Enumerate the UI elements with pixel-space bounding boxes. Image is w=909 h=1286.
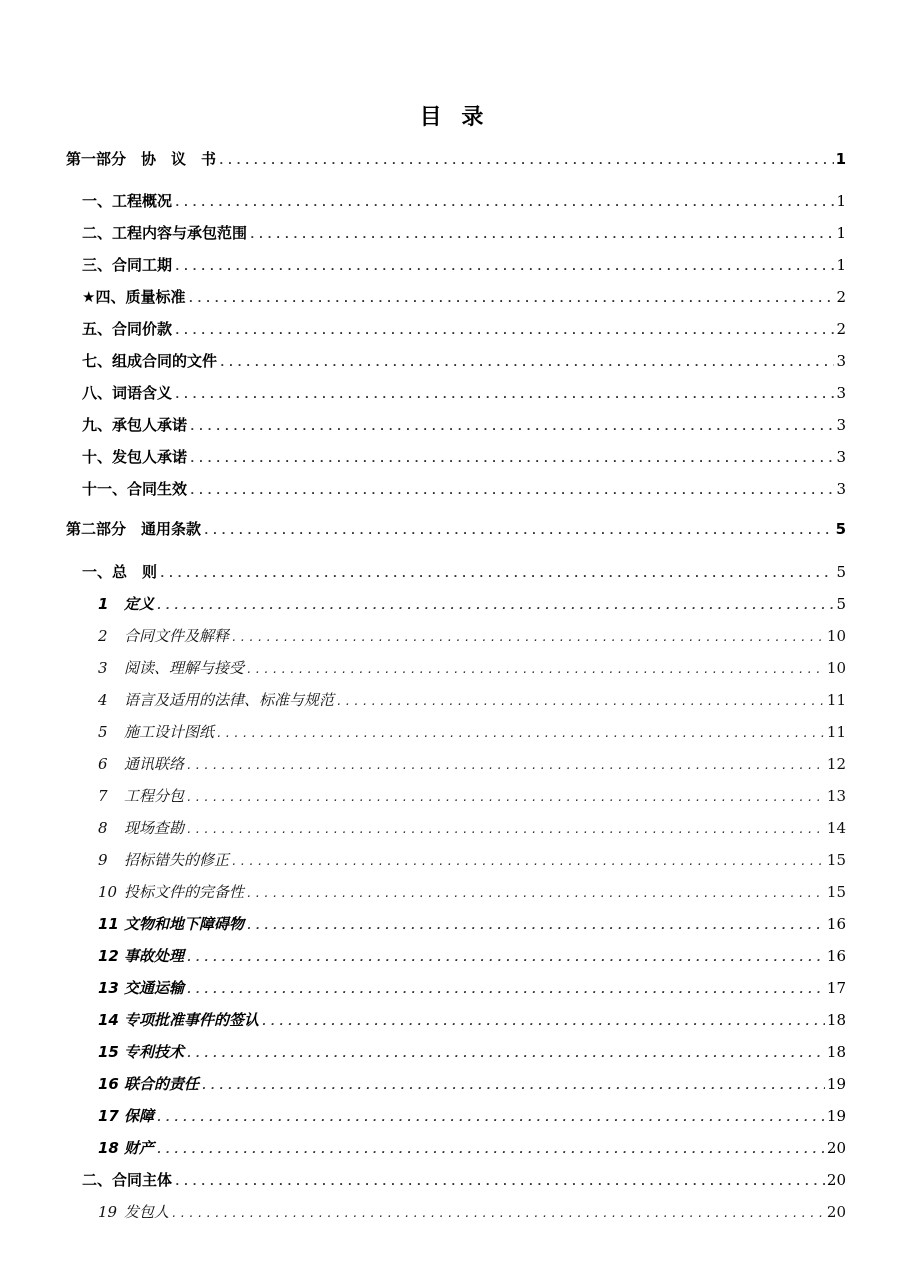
- toc-entry[interactable]: [66, 148, 846, 169]
- toc-entry-label: [82, 382, 172, 403]
- toc-entry[interactable]: [66, 518, 846, 539]
- toc-entry[interactable]: [98, 977, 846, 998]
- toc-entry-text: 财产: [124, 1139, 155, 1157]
- toc-leader-dots: [246, 887, 825, 900]
- toc-entry[interactable]: [98, 1009, 846, 1030]
- toc-entry-label: [82, 478, 187, 499]
- toc-leader-dots: [159, 567, 834, 580]
- toc-page-number: 1: [835, 150, 846, 168]
- toc-page-number: 3: [836, 416, 846, 434]
- toc-entry[interactable]: [98, 657, 846, 678]
- toc-entry[interactable]: [98, 945, 846, 966]
- toc-entry-text: 专项批准事件的签认: [124, 1011, 260, 1029]
- toc-entry-text: 联合的责任: [124, 1075, 200, 1093]
- toc-entry-text: 事故处理: [124, 947, 185, 965]
- toc-page-number: 3: [836, 352, 846, 370]
- toc-entry[interactable]: [98, 785, 846, 806]
- toc-entry-label: [98, 785, 184, 806]
- toc-entry-label: [98, 1137, 154, 1158]
- toc-leader-dots: [186, 983, 825, 996]
- toc-entry-number: 19: [98, 1203, 118, 1221]
- toc-entry-label: [66, 518, 201, 539]
- toc-leader-dots: [174, 260, 834, 273]
- toc-leader-dots: [201, 1079, 825, 1092]
- toc-page-number: 3: [836, 480, 846, 498]
- toc-leader-dots: [203, 524, 834, 537]
- toc-entry-label: [98, 1073, 199, 1094]
- toc-entry-label: [82, 254, 172, 275]
- toc-entry-number: 9: [98, 851, 108, 869]
- toc-entry-label: [82, 222, 247, 243]
- toc-entry-text: 第一部分 协 议 书: [66, 150, 217, 168]
- toc-leader-dots: [246, 663, 825, 676]
- toc-entry-text: 九、承包人承诺: [82, 416, 188, 434]
- toc-entry-text: 五、合同价款: [82, 320, 173, 338]
- toc-leader-dots: [189, 484, 834, 497]
- toc-entry[interactable]: [98, 1073, 846, 1094]
- toc-leader-dots: [249, 228, 834, 241]
- toc-entry-label: [98, 817, 184, 838]
- toc-entry-text: 现场查勘: [124, 819, 185, 837]
- toc-entry[interactable]: [98, 1105, 846, 1126]
- toc-entry-label: [98, 625, 229, 646]
- toc-page-number: 5: [835, 520, 846, 538]
- toc-page-number: 15: [826, 883, 846, 901]
- toc-entry-text: 八、词语含义: [82, 384, 173, 402]
- toc-entry-number: 6: [98, 755, 108, 773]
- toc-entry-text: 定义: [124, 595, 155, 613]
- toc-entry-text: 施工设计图纸: [124, 723, 215, 741]
- toc-entry-text: 第二部分 通用条款: [66, 520, 202, 538]
- toc-entry-text: 投标文件的完备性: [124, 883, 245, 901]
- toc-entry-text: 招标错失的修正: [124, 851, 230, 869]
- toc-entry[interactable]: [82, 254, 846, 275]
- toc-entry-number: 15: [98, 1043, 119, 1061]
- toc-entry-text: 合同文件及解释: [124, 627, 230, 645]
- toc-entry-text: 阅读、理解与接受: [124, 659, 245, 677]
- toc-entry-number: 11: [98, 915, 119, 933]
- toc-leader-dots: [186, 951, 825, 964]
- toc-entry-text: 发包人: [124, 1203, 170, 1221]
- toc-entry[interactable]: [98, 1137, 846, 1158]
- toc-entry[interactable]: [82, 190, 846, 211]
- toc-entry-number: 2: [98, 627, 108, 645]
- toc-entry[interactable]: [98, 753, 846, 774]
- toc-entry-text: 三、合同工期: [82, 256, 173, 274]
- toc-page-number: 12: [826, 755, 846, 773]
- toc-entry-text: 保障: [124, 1107, 155, 1125]
- toc-leader-dots: [216, 727, 825, 740]
- toc-entry-label: [98, 913, 244, 934]
- toc-leader-dots: [171, 1207, 825, 1220]
- toc-page-number: 20: [826, 1203, 846, 1221]
- toc-entry[interactable]: [82, 318, 846, 339]
- toc-leader-dots: [187, 292, 834, 305]
- toc-page-number: 14: [826, 819, 846, 837]
- toc-leader-dots: [231, 855, 825, 868]
- toc-entry-label: [98, 1201, 169, 1222]
- toc-entry-number: 8: [98, 819, 108, 837]
- toc-page-number: 13: [826, 787, 846, 805]
- toc-page-number: 16: [826, 915, 846, 933]
- toc-page-number: 1: [836, 224, 846, 242]
- toc-entry-label: [82, 190, 172, 211]
- toc-page-number: 11: [826, 691, 846, 709]
- toc-entry-label: [82, 350, 217, 371]
- toc-entry-label: [82, 414, 187, 435]
- toc-entry-number: 16: [98, 1075, 119, 1093]
- toc-entry[interactable]: [82, 222, 846, 243]
- toc-leader-dots: [336, 695, 825, 708]
- toc-leader-dots: [186, 759, 825, 772]
- toc-entry-text: 交通运输: [124, 979, 185, 997]
- toc-entry-number: 18: [98, 1139, 119, 1157]
- toc-page-number: 11: [826, 723, 846, 741]
- toc-entry-text: 十一、合同生效: [82, 480, 188, 498]
- toc-entry-text: 专利技术: [124, 1043, 185, 1061]
- toc-entry-text: 二、工程内容与承包范围: [82, 224, 248, 242]
- toc-entry-label: [82, 286, 185, 307]
- toc-entry-number: 5: [98, 723, 108, 741]
- toc-entry[interactable]: [82, 561, 846, 582]
- page-title: 目 录: [419, 105, 490, 130]
- toc-leader-dots: [174, 324, 834, 337]
- toc-entry-label: [98, 657, 244, 678]
- toc-entry[interactable]: [82, 414, 846, 435]
- toc-entry[interactable]: [82, 478, 846, 499]
- toc-page-number: 19: [826, 1107, 846, 1125]
- toc-entry-label: [82, 446, 187, 467]
- toc-entry[interactable]: [98, 721, 846, 742]
- toc-entry-label: [98, 1009, 259, 1030]
- toc-leader-dots: [219, 356, 834, 369]
- toc-page-number: 17: [826, 979, 846, 997]
- toc-entry-number: 10: [98, 883, 118, 901]
- toc-entry[interactable]: [82, 1169, 846, 1190]
- toc-leader-dots: [186, 823, 825, 836]
- toc-page-number: 16: [826, 947, 846, 965]
- toc-entry-number: 12: [98, 947, 119, 965]
- toc-entry-number: 4: [98, 691, 108, 709]
- toc-page-number: 3: [836, 448, 846, 466]
- toc-leader-dots: [186, 1047, 825, 1060]
- toc-entry-text: 通讯联络: [124, 755, 185, 773]
- toc-entry-label: [82, 318, 172, 339]
- toc-entry-number: 1: [98, 595, 109, 613]
- toc-page-number: 10: [826, 659, 846, 677]
- toc-entry-label: [98, 593, 154, 614]
- toc-page-number: 19: [826, 1075, 846, 1093]
- toc-entry-text: 文物和地下障碍物: [124, 915, 245, 933]
- toc-page-number: 5: [836, 563, 846, 581]
- toc-entry-label: [98, 689, 334, 710]
- toc-entry-label: [98, 945, 184, 966]
- toc-leader-dots: [231, 631, 825, 644]
- toc-entry[interactable]: [98, 913, 846, 934]
- toc-entry[interactable]: [98, 817, 846, 838]
- toc-entry-number: 13: [98, 979, 119, 997]
- toc-entry-text: 十、发包人承诺: [82, 448, 188, 466]
- toc-page-number: 3: [836, 384, 846, 402]
- toc-entry[interactable]: [82, 350, 846, 371]
- toc-entry-text: 一、工程概况: [82, 192, 173, 210]
- toc-entry-text: 工程分包: [124, 787, 185, 805]
- toc-entry-text: ★四、质量标准: [82, 288, 186, 306]
- toc-leader-dots: [189, 420, 834, 433]
- toc-page-number: 15: [826, 851, 846, 869]
- toc-page-number: 18: [826, 1011, 846, 1029]
- toc-leader-dots: [189, 452, 834, 465]
- toc-page-number: 1: [836, 256, 846, 274]
- toc-entry-label: [98, 1105, 154, 1126]
- toc-entry-label: [98, 881, 244, 902]
- toc-entry-number: 14: [98, 1011, 119, 1029]
- toc-leader-dots: [186, 791, 825, 804]
- toc-entry-text: 语言及适用的法律、标准与规范: [124, 691, 335, 709]
- toc-page-number: 2: [836, 288, 846, 306]
- toc-entry[interactable]: [98, 689, 846, 710]
- toc-entry-label: [82, 1169, 172, 1190]
- toc-entry-number: 17: [98, 1107, 119, 1125]
- toc-entry-number: 3: [98, 659, 108, 677]
- toc-entry[interactable]: [82, 446, 846, 467]
- toc-entry-label: [98, 721, 214, 742]
- toc-entry[interactable]: [98, 849, 846, 870]
- toc-entry-label: [98, 753, 184, 774]
- toc-entry[interactable]: [98, 625, 846, 646]
- toc-page-number: 18: [826, 1043, 846, 1061]
- toc-page-number: 20: [826, 1139, 846, 1157]
- toc-entry[interactable]: [98, 881, 846, 902]
- toc-entry-text: 二、合同主体: [82, 1171, 173, 1189]
- toc-entry-label: [98, 1041, 184, 1062]
- toc-leader-dots: [174, 388, 834, 401]
- toc-entry[interactable]: [82, 286, 846, 307]
- toc-entry-text: 一、总 则: [82, 563, 158, 581]
- toc-entry-label: [66, 148, 216, 169]
- toc-entry[interactable]: [98, 593, 846, 614]
- toc-leader-dots: [261, 1015, 825, 1028]
- toc-entry[interactable]: [82, 382, 846, 403]
- toc-leader-dots: [218, 154, 834, 167]
- toc-leader-dots: [174, 1175, 825, 1188]
- toc-entry-label: [98, 977, 184, 998]
- toc-page-number: 1: [836, 192, 846, 210]
- toc-leader-dots: [174, 196, 834, 209]
- toc-page-number: 5: [836, 595, 846, 613]
- toc-leader-dots: [156, 599, 834, 612]
- toc-leader-dots: [156, 1143, 825, 1156]
- toc-entry-text: 七、组成合同的文件: [82, 352, 218, 370]
- toc-leader-dots: [156, 1111, 825, 1124]
- toc-page-number: 10: [826, 627, 846, 645]
- toc-leader-dots: [246, 919, 825, 932]
- toc-page-number: 20: [826, 1171, 846, 1189]
- toc-entry-label: [98, 849, 229, 870]
- toc-entry[interactable]: [98, 1201, 846, 1222]
- toc-entry[interactable]: [98, 1041, 846, 1062]
- toc-page-number: 2: [836, 320, 846, 338]
- toc-entry-number: 7: [98, 787, 108, 805]
- toc-entry-label: [82, 561, 157, 582]
